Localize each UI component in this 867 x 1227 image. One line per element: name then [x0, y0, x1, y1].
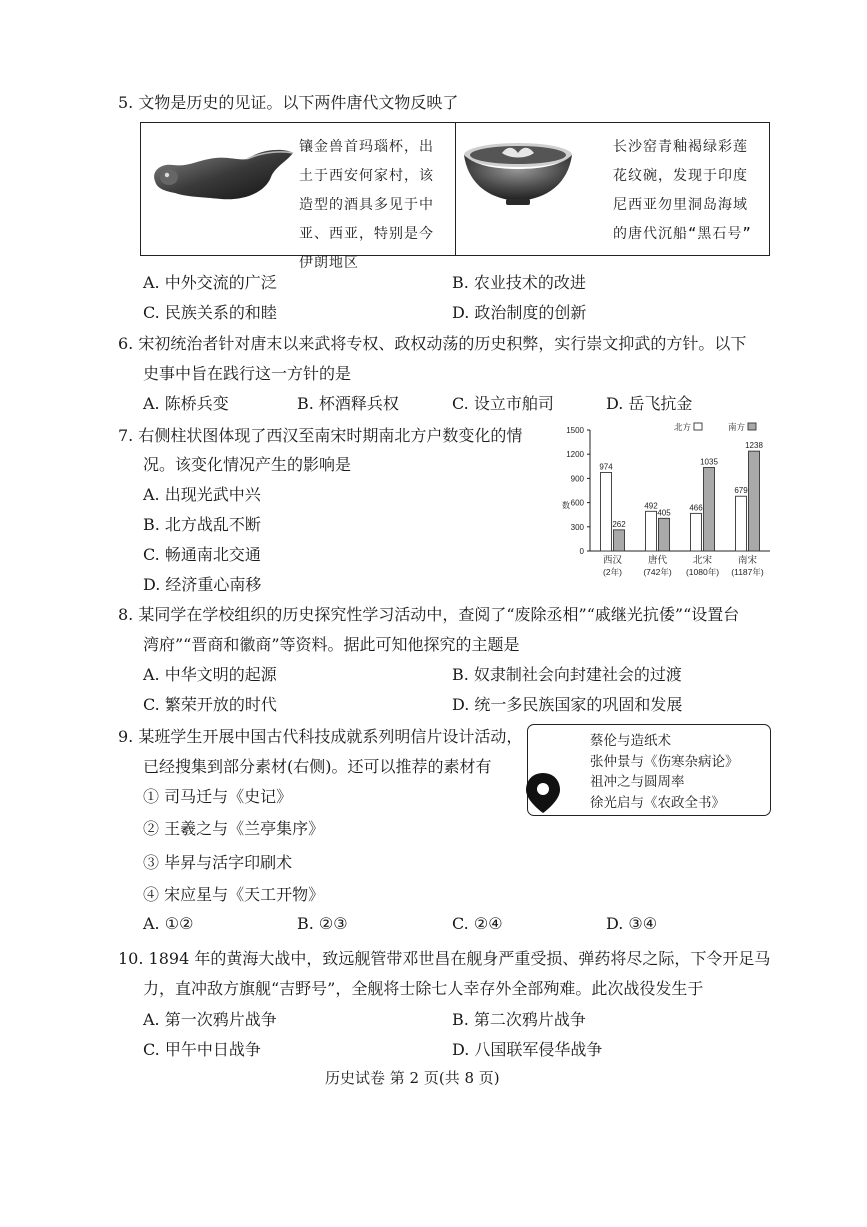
x-tick-year-label: (1080年) — [685, 567, 720, 577]
q7-option-d[interactable]: D. 经济重心南移 — [143, 575, 262, 594]
material-note-box — [527, 724, 771, 816]
q6-option-a[interactable]: A. 陈桥兵变 — [143, 394, 229, 413]
y-tick-label: 0 — [579, 547, 584, 556]
q8-option-d[interactable]: D. 统一多民族国家的巩固和发展 — [452, 695, 683, 714]
q9-item-3: ③ 毕昇与活字印刷术 — [143, 853, 293, 872]
q5-option-a[interactable]: A. 中外交流的广泛 — [143, 273, 277, 292]
q6-option-c[interactable]: C. 设立市舶司 — [452, 394, 554, 413]
note-line-4: 徐光启与《农政全书》 — [590, 794, 725, 811]
q7-stem-line-2: 况。该变化情况产生的影响是 — [143, 455, 352, 474]
page-footer: 历史试卷 第 2 页(共 8 页) — [325, 1069, 500, 1087]
q7-option-c[interactable]: C. 畅通南北交通 — [143, 545, 261, 564]
q8-option-b[interactable]: B. 奴隶制社会向封建社会的过渡 — [452, 665, 682, 684]
bar-value-label: 1238 — [745, 441, 763, 451]
y-tick-label: 300 — [570, 522, 584, 532]
q9-option-c[interactable]: C. ②④ — [452, 914, 503, 933]
q8-stem-line-1: 8. 某同学在学校组织的历史探究性学习活动中，查阅了“废除丞相”“戚继光抗倭”“设置台 — [118, 605, 740, 624]
artifact-caption-1: 镶金兽首玛瑙杯，出土于西安何家村，该造型的酒具多见于中亚、西亚，特别是今伊朗地区 — [299, 139, 434, 271]
q10-option-d[interactable]: D. 八国联军侵华战争 — [452, 1040, 603, 1059]
q10-option-c[interactable]: C. 甲午中日战争 — [143, 1040, 261, 1059]
q6-stem-line-1: 6. 宋初统治者针对唐末以来武将专权、政权动荡的历史积弊，实行崇文抑武的方针。以下 — [118, 334, 747, 353]
y-tick-label: 600 — [570, 498, 584, 508]
q9-item-1: ① 司马迁与《史记》 — [143, 787, 293, 806]
q10-stem-line-1: 10. 1894 年的黄海大战中，致远舰管带邓世昌在舰身严重受损、弹药将尽之际，下令开足马 — [118, 949, 771, 968]
q10-option-a[interactable]: A. 第一次鸦片战争 — [143, 1010, 277, 1029]
x-tick-label: 西汉 — [602, 555, 623, 566]
celadon-bowl-icon — [462, 139, 574, 207]
artifact-caption-2: 长沙窑青釉褐绿彩莲花纹碗，发现于印度尼西亚勿里洞岛海域的唐代沉船“黑石号” — [613, 139, 752, 242]
bar-south — [614, 530, 625, 551]
x-tick-year-label: (2年) — [603, 567, 622, 577]
bar-value-label: 466 — [689, 503, 703, 513]
legend-label: 南方 — [728, 422, 746, 432]
q7-option-b[interactable]: B. 北方战乱不断 — [143, 515, 261, 534]
q9-option-d[interactable]: D. ③④ — [606, 914, 658, 933]
legend-label: 北方 — [674, 422, 692, 432]
bar-north — [736, 496, 747, 551]
bar-south — [749, 451, 760, 551]
bar-north — [646, 511, 657, 551]
bar-value-label: 405 — [657, 508, 671, 518]
legend-swatch — [748, 423, 756, 430]
q5-option-c[interactable]: C. 民族关系的和睦 — [143, 303, 277, 322]
q9-item-4: ④ 宋应星与《天工开物》 — [143, 885, 325, 904]
q9-stem-line-1: 9. 某班学生开展中国古代科技成就系列明信片设计活动， — [118, 727, 523, 746]
bar-south — [659, 518, 670, 551]
household-bar-chart — [548, 418, 774, 584]
q7-option-a[interactable]: A. 出现光武中兴 — [143, 485, 261, 504]
x-tick-label: 北宋 — [692, 555, 713, 566]
note-line-2: 张仲景与《伤寒杂病论》 — [590, 753, 739, 770]
artifact-cell-1 — [141, 123, 455, 271]
x-tick-label: 南宋 — [737, 555, 758, 566]
bar-value-label: 679 — [734, 486, 748, 496]
q10-stem-line-2: 力，直冲敌方旗舰“吉野号”，全舰将士除七人幸存外全部殉难。此次战役发生于 — [143, 979, 704, 998]
q6-option-b[interactable]: B. 杯酒释兵权 — [297, 394, 399, 413]
q9-option-b[interactable]: B. ②③ — [297, 914, 348, 933]
q9-stem-line-2: 已经搜集到部分素材(右侧)。还可以推荐的素材有 — [143, 757, 492, 776]
legend-swatch — [694, 423, 702, 430]
bar-value-label: 974 — [599, 462, 613, 472]
artifact-cell-2 — [455, 123, 769, 255]
bar-north — [691, 513, 702, 551]
x-tick-year-label: (742年) — [643, 567, 672, 577]
q5-option-d[interactable]: D. 政治制度的创新 — [452, 303, 587, 322]
y-tick-label: 900 — [570, 474, 584, 484]
y-tick-label: 1500 — [566, 426, 584, 435]
q5-option-b[interactable]: B. 农业技术的改进 — [452, 273, 586, 292]
q6-stem-line-2: 史事中旨在践行这一方针的是 — [143, 364, 352, 383]
artifact-table — [140, 122, 770, 271]
x-tick-label: 唐代 — [647, 555, 668, 566]
q7-stem-line-1: 7. 右侧柱状图体现了西汉至南宋时期南北方户数变化的情 — [118, 426, 523, 445]
q9-option-a[interactable]: A. ①② — [143, 914, 194, 933]
q8-stem-line-2: 湾府”“晋商和徽商”等资料。据此可知他探究的主题是 — [143, 635, 520, 654]
y-tick-label: 1200 — [566, 450, 584, 460]
y-axis-label: 数 — [562, 501, 570, 510]
map-pin-icon — [524, 771, 562, 815]
q8-option-a[interactable]: A. 中华文明的起源 — [143, 665, 277, 684]
bar-south — [704, 468, 715, 551]
q10-option-b[interactable]: B. 第二次鸦片战争 — [452, 1010, 586, 1029]
bar-north — [601, 472, 612, 551]
q8-option-c[interactable]: C. 繁荣开放的时代 — [143, 695, 277, 714]
x-tick-year-label: (1187年) — [731, 567, 764, 577]
bar-value-label: 492 — [644, 501, 658, 511]
q6-option-d[interactable]: D. 岳飞抗金 — [606, 394, 693, 413]
note-line-1: 蔡伦与造纸术 — [590, 733, 671, 749]
note-line-3: 祖冲之与圆周率 — [590, 774, 685, 790]
q5-stem: 5. 文物是历史的见证。以下两件唐代文物反映了 — [118, 93, 459, 112]
bar-value-label: 262 — [612, 519, 626, 529]
agate-cup-icon — [147, 141, 297, 211]
bar-value-label: 1035 — [700, 457, 718, 467]
q9-item-2: ② 王羲之与《兰亭集序》 — [143, 819, 325, 838]
